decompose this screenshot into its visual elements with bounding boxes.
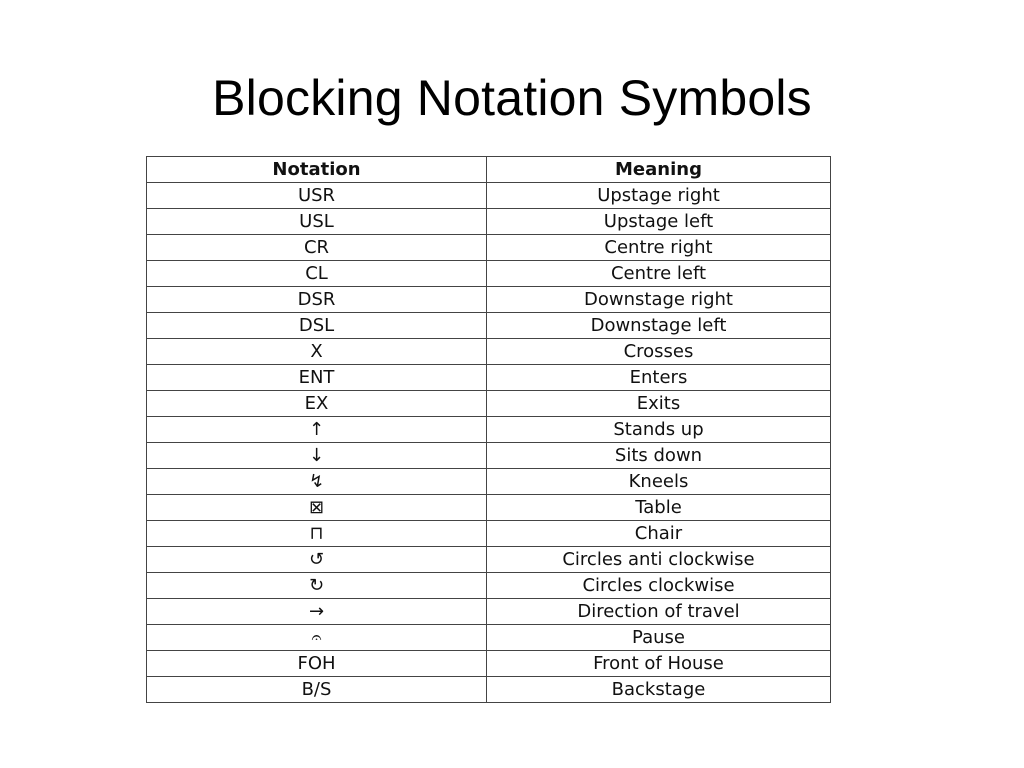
meaning-cell: Crosses (487, 339, 831, 365)
meaning-cell: Table (487, 495, 831, 521)
table-row (147, 261, 831, 287)
table-row (147, 209, 831, 235)
meaning-cell: Centre left (487, 261, 831, 287)
table-row (147, 313, 831, 339)
table-row (147, 365, 831, 391)
notation-cell: B/S (147, 677, 487, 703)
meaning-cell: Upstage left (487, 209, 831, 235)
table-row (147, 677, 831, 703)
notation-cell: ENT (147, 365, 487, 391)
meaning-cell: Upstage right (487, 183, 831, 209)
notation-cell: EX (147, 391, 487, 417)
notation-cell: FOH (147, 651, 487, 677)
table-row (147, 495, 831, 521)
meaning-cell: Kneels (487, 469, 831, 495)
meaning-cell: Sits down (487, 443, 831, 469)
meaning-cell: Downstage left (487, 313, 831, 339)
table-row (147, 573, 831, 599)
table-row (147, 391, 831, 417)
meaning-cell: Direction of travel (487, 599, 831, 625)
header-notation: Notation (147, 157, 487, 183)
meaning-cell: Backstage (487, 677, 831, 703)
sits-down-arrow-icon: ↓ (147, 443, 487, 469)
table-row (147, 417, 831, 443)
meaning-cell: Downstage right (487, 287, 831, 313)
meaning-cell: Circles clockwise (487, 573, 831, 599)
meaning-cell: Chair (487, 521, 831, 547)
table-row (147, 625, 831, 651)
notation-table (146, 156, 831, 703)
table-row (147, 521, 831, 547)
header-meaning: Meaning (487, 157, 831, 183)
slide-title: Blocking Notation Symbols (212, 70, 812, 126)
meaning-cell: Front of House (487, 651, 831, 677)
notation-cell: USL (147, 209, 487, 235)
table-row (147, 547, 831, 573)
meaning-cell: Stands up (487, 417, 831, 443)
table-row (147, 183, 831, 209)
table-row (147, 339, 831, 365)
meaning-cell: Enters (487, 365, 831, 391)
meaning-cell: Exits (487, 391, 831, 417)
table-row (147, 469, 831, 495)
notation-cell: X (147, 339, 487, 365)
stands-up-arrow-icon: ↑ (147, 417, 487, 443)
table-header-row (147, 157, 831, 183)
table-row (147, 287, 831, 313)
notation-cell: CL (147, 261, 487, 287)
kneels-icon: ↯ (147, 469, 487, 495)
right-arrow-icon: → (147, 599, 487, 625)
table-row (147, 599, 831, 625)
notation-cell: DSR (147, 287, 487, 313)
anticlockwise-arrow-icon: ↺ (147, 547, 487, 573)
table-row (147, 235, 831, 261)
table-row (147, 443, 831, 469)
meaning-cell: Centre right (487, 235, 831, 261)
table-icon: ⊠ (147, 495, 487, 521)
notation-table-container (146, 156, 830, 703)
notation-cell: CR (147, 235, 487, 261)
meaning-cell: Pause (487, 625, 831, 651)
fermata-pause-icon: 𝄐 (147, 625, 487, 651)
chair-icon: ⊓ (147, 521, 487, 547)
notation-cell: USR (147, 183, 487, 209)
meaning-cell: Circles anti clockwise (487, 547, 831, 573)
table-row (147, 651, 831, 677)
notation-cell: DSL (147, 313, 487, 339)
clockwise-arrow-icon: ↻ (147, 573, 487, 599)
